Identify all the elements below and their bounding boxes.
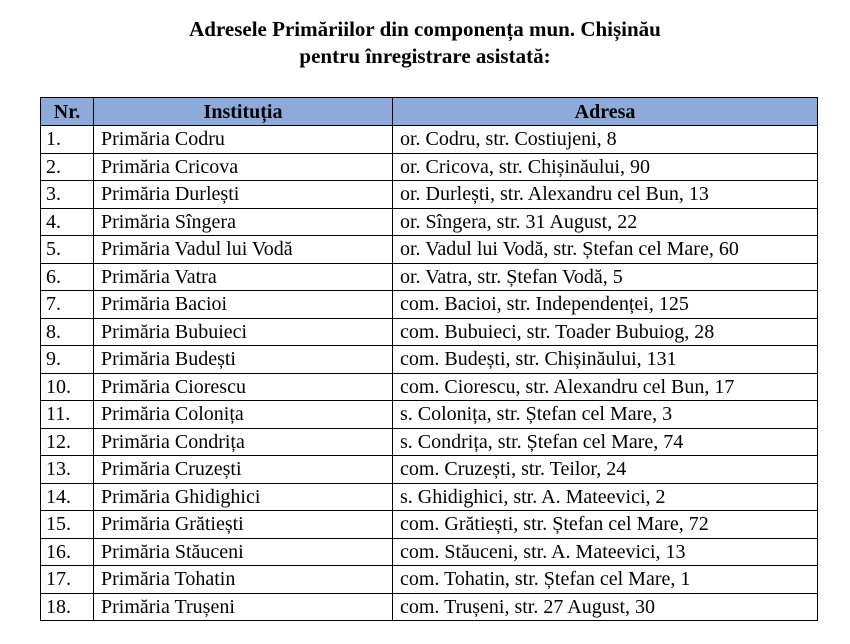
table-row <box>41 483 818 511</box>
cell-nr: 4. <box>41 208 94 236</box>
header-address: Adresa <box>393 98 818 126</box>
cell-nr: 7. <box>41 291 94 319</box>
cell-nr: 8. <box>41 318 94 346</box>
cell-nr: 6. <box>41 263 94 291</box>
addresses-table <box>40 97 818 621</box>
cell-address: s. Condrița, str. Ștefan cel Mare, 74 <box>393 428 818 456</box>
cell-institution: Primăria Cricova <box>94 153 393 181</box>
cell-nr: 17. <box>41 566 94 594</box>
table-row <box>41 236 818 264</box>
table-header <box>41 98 818 126</box>
document-title <box>0 16 850 70</box>
cell-institution: Primăria Durlești <box>94 181 393 209</box>
cell-address: com. Trușeni, str. 27 August, 30 <box>393 593 818 621</box>
cell-nr: 15. <box>41 511 94 539</box>
cell-institution: Primăria Ghidighici <box>94 483 393 511</box>
cell-institution: Primăria Cruzești <box>94 456 393 484</box>
cell-nr: 2. <box>41 153 94 181</box>
cell-nr: 5. <box>41 236 94 264</box>
title-line-2: pentru înregistrare asistată: <box>299 44 551 68</box>
cell-address: com. Grătiești, str. Ștefan cel Mare, 72 <box>393 511 818 539</box>
table-row <box>41 181 818 209</box>
header-row <box>41 98 818 126</box>
cell-nr: 13. <box>41 456 94 484</box>
cell-address: com. Ciorescu, str. Alexandru cel Bun, 17 <box>393 373 818 401</box>
cell-institution: Primăria Vatra <box>94 263 393 291</box>
header-institution: Instituția <box>94 98 393 126</box>
cell-institution: Primăria Stăuceni <box>94 538 393 566</box>
cell-nr: 16. <box>41 538 94 566</box>
table-row <box>41 126 818 154</box>
cell-address: com. Stăuceni, str. A. Mateevici, 13 <box>393 538 818 566</box>
table-row <box>41 566 818 594</box>
cell-address: com. Tohatin, str. Ștefan cel Mare, 1 <box>393 566 818 594</box>
table-row <box>41 538 818 566</box>
cell-address: com. Bacioi, str. Independenței, 125 <box>393 291 818 319</box>
table-row <box>41 208 818 236</box>
cell-address: com. Bubuieci, str. Toader Bubuiog, 28 <box>393 318 818 346</box>
cell-institution: Primăria Tohatin <box>94 566 393 594</box>
table-row <box>41 373 818 401</box>
cell-address: com. Cruzești, str. Teilor, 24 <box>393 456 818 484</box>
cell-address: or. Vatra, str. Ștefan Vodă, 5 <box>393 263 818 291</box>
table-row <box>41 456 818 484</box>
cell-address: or. Vadul lui Vodă, str. Ștefan cel Mare, 60 <box>393 236 818 264</box>
cell-institution: Primăria Ciorescu <box>94 373 393 401</box>
cell-institution: Primăria Bubuieci <box>94 318 393 346</box>
title-line-1: Adresele Primăriilor din componența mun. Chișinău <box>189 17 661 41</box>
table-row <box>41 263 818 291</box>
cell-institution: Primăria Condrița <box>94 428 393 456</box>
table-row <box>41 346 818 374</box>
cell-institution: Primăria Trușeni <box>94 593 393 621</box>
table-row <box>41 593 818 621</box>
cell-address: or. Sîngera, str. 31 August, 22 <box>393 208 818 236</box>
cell-nr: 3. <box>41 181 94 209</box>
table-row <box>41 153 818 181</box>
cell-address: or. Cricova, str. Chișinăului, 90 <box>393 153 818 181</box>
cell-institution: Primăria Bacioi <box>94 291 393 319</box>
cell-address: com. Budești, str. Chișinăului, 131 <box>393 346 818 374</box>
cell-nr: 10. <box>41 373 94 401</box>
cell-institution: Primăria Vadul lui Vodă <box>94 236 393 264</box>
cell-institution: Primăria Codru <box>94 126 393 154</box>
cell-address: s. Ghidighici, str. A. Mateevici, 2 <box>393 483 818 511</box>
cell-institution: Primăria Grătiești <box>94 511 393 539</box>
table-body <box>41 126 818 621</box>
cell-nr: 11. <box>41 401 94 429</box>
cell-institution: Primăria Colonița <box>94 401 393 429</box>
table-row <box>41 428 818 456</box>
cell-nr: 14. <box>41 483 94 511</box>
cell-nr: 18. <box>41 593 94 621</box>
table-row <box>41 401 818 429</box>
cell-address: or. Durlești, str. Alexandru cel Bun, 13 <box>393 181 818 209</box>
cell-nr: 12. <box>41 428 94 456</box>
table-row <box>41 318 818 346</box>
cell-nr: 1. <box>41 126 94 154</box>
table-row <box>41 291 818 319</box>
cell-institution: Primăria Sîngera <box>94 208 393 236</box>
cell-address: s. Colonița, str. Ștefan cel Mare, 3 <box>393 401 818 429</box>
header-nr: Nr. <box>41 98 94 126</box>
cell-address: or. Codru, str. Costiujeni, 8 <box>393 126 818 154</box>
table-row <box>41 511 818 539</box>
cell-institution: Primăria Budești <box>94 346 393 374</box>
cell-nr: 9. <box>41 346 94 374</box>
